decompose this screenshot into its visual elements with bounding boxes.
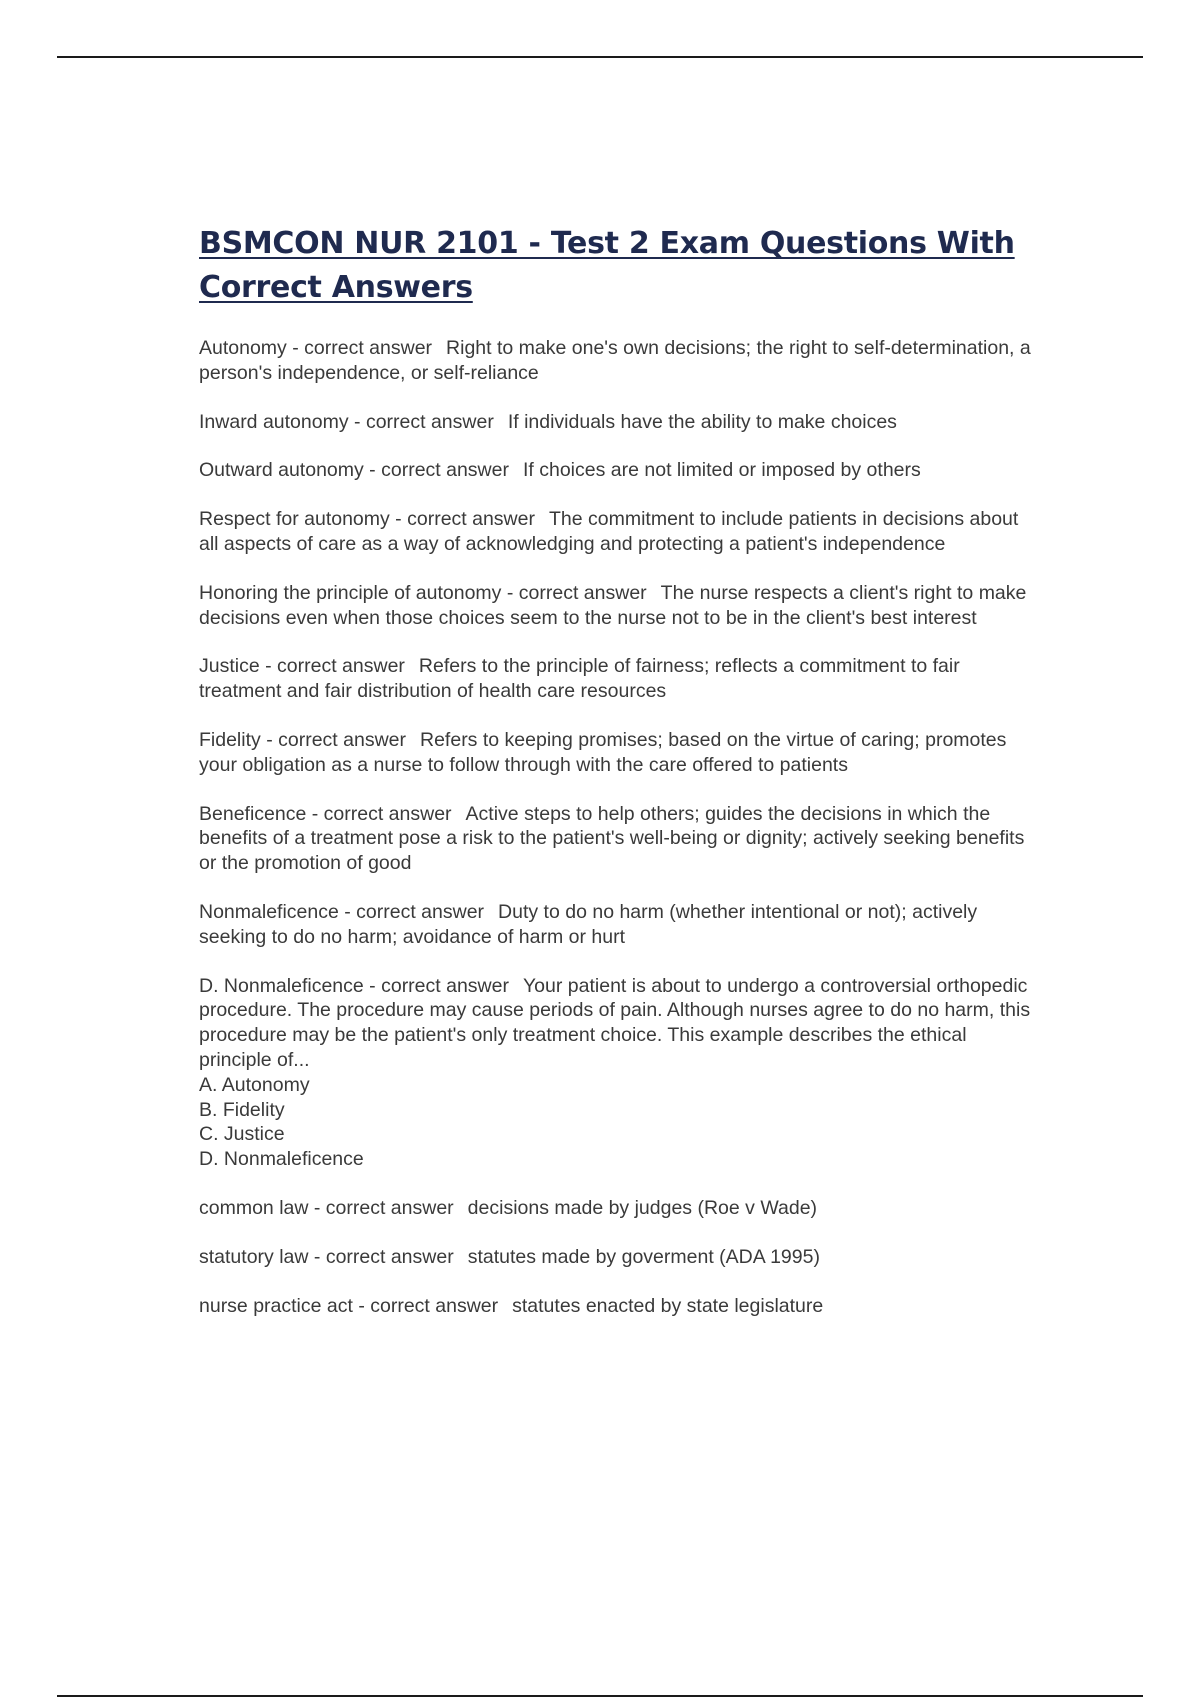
qa-answer: If choices are not limited or imposed by others <box>522 459 921 482</box>
qa-answer: Refers to keeping promises; based on the virtue of caring; promotes your obligation as a nurse to follow through with the care offered to patients <box>199 728 1007 776</box>
correct-answer-label: correct answer <box>356 900 485 923</box>
qa-separator: - <box>260 728 279 751</box>
qa-answer: Active steps to help others; guides the decisions in which the benefits of a treatment pose a risk to the patient's well-being or dignity; actively seeking benefits or the promotion of good <box>199 802 1025 875</box>
qa-separator: - <box>306 802 324 825</box>
qa-answer: decisions made by judges (Roe v Wade) <box>467 1196 818 1219</box>
qa-answer: Duty to do no harm (whether intentional or not); actively seeking to do no harm; avoidance of harm or hurt <box>199 900 978 948</box>
qa-answer: The commitment to include patients in decisions about all aspects of care as a way of acknowledging and protecting a patient's independence <box>199 508 1019 555</box>
qa-term: Nonmaleficence <box>199 900 339 923</box>
qa-item <box>199 654 1039 704</box>
qa-separator: - <box>286 337 305 359</box>
qa-answer: If individuals have the ability to make choices <box>507 410 897 433</box>
qa-separator: - <box>308 1245 326 1268</box>
correct-answer-label: correct answer <box>304 337 433 359</box>
qa-term: Beneficence <box>199 802 307 825</box>
qa-term: Respect for autonomy <box>199 508 390 531</box>
qa-separator: - <box>308 1196 326 1219</box>
qa-item <box>199 728 1039 778</box>
qa-separator: - <box>338 900 357 923</box>
correct-answer-label: correct answer <box>323 802 452 825</box>
qa-item <box>199 1294 1039 1319</box>
correct-answer-label: correct answer <box>370 1294 499 1317</box>
answer-option: B. Fidelity <box>199 1098 285 1121</box>
correct-answer-label: correct answer <box>381 974 509 997</box>
qa-item <box>199 900 1039 950</box>
qa-list <box>199 336 1039 1318</box>
answer-option: C. Justice <box>199 1123 285 1146</box>
document-page <box>199 222 1039 1342</box>
qa-item <box>199 581 1039 631</box>
qa-answer: Right to make one's own decisions; the right to self-determination, a person's independence, or self-reliance <box>199 337 1031 384</box>
qa-separator: - <box>259 655 278 678</box>
answer-option: D. Nonmaleficence <box>199 1148 364 1171</box>
qa-term: Honoring the principle of autonomy <box>199 581 502 604</box>
qa-item <box>199 1245 1039 1270</box>
correct-answer-label: correct answer <box>407 508 535 531</box>
bottom-rule <box>57 1695 1143 1697</box>
qa-item <box>199 802 1039 876</box>
answer-options <box>199 1073 1039 1172</box>
qa-separator: - <box>348 410 366 433</box>
qa-separator: - <box>363 974 382 997</box>
qa-term: D. Nonmaleficence <box>199 974 364 997</box>
qa-separator: - <box>352 1294 371 1317</box>
correct-answer-label: correct answer <box>365 410 494 433</box>
qa-separator: - <box>363 459 382 482</box>
qa-term: Outward autonomy <box>199 459 364 482</box>
qa-answer: statutes enacted by state legislature <box>512 1294 824 1317</box>
qa-item <box>199 458 1039 483</box>
qa-term: statutory law <box>199 1245 309 1268</box>
answer-option: A. Autonomy <box>199 1073 310 1096</box>
document-title: BSMCON NUR 2101 - Test 2 Exam Questions With Correct Answers <box>199 226 1015 305</box>
qa-item <box>199 974 1039 1172</box>
qa-answer: Refers to the principle of fairness; reflects a commitment to fair treatment and fair distribution of health care resources <box>199 655 960 703</box>
qa-item <box>199 336 1039 386</box>
qa-answer: statutes made by goverment (ADA 1995) <box>467 1245 820 1268</box>
correct-answer-label: correct answer <box>325 1196 454 1219</box>
qa-term: Fidelity <box>199 728 261 751</box>
qa-item <box>199 1196 1039 1221</box>
qa-term: Justice <box>199 655 260 678</box>
correct-answer-label: correct answer <box>518 581 647 604</box>
qa-answer: Your patient is about to undergo a controversial orthopedic procedure. The procedure may cause periods of pain. Although nurses agree to do no harm, this procedure may be the patient's only treatment choice. This example describes the ethical principle of... <box>199 974 1031 1071</box>
correct-answer-label: correct answer <box>381 459 509 482</box>
correct-answer-label: correct answer <box>325 1245 454 1268</box>
qa-answer: The nurse respects a client's right to make decisions even when those choices seem to the nurse not to be in the client's best interest <box>199 581 1027 629</box>
qa-separator: - <box>501 581 519 604</box>
qa-term: nurse practice act <box>199 1294 353 1317</box>
correct-answer-label: correct answer <box>277 655 405 678</box>
qa-term: common law <box>199 1196 309 1219</box>
qa-term: Inward autonomy <box>199 410 349 433</box>
qa-item <box>199 410 1039 435</box>
qa-separator: - <box>389 508 408 531</box>
correct-answer-label: correct answer <box>278 728 406 751</box>
qa-item <box>199 507 1039 557</box>
qa-term: Autonomy <box>199 337 287 359</box>
top-rule <box>57 56 1143 58</box>
